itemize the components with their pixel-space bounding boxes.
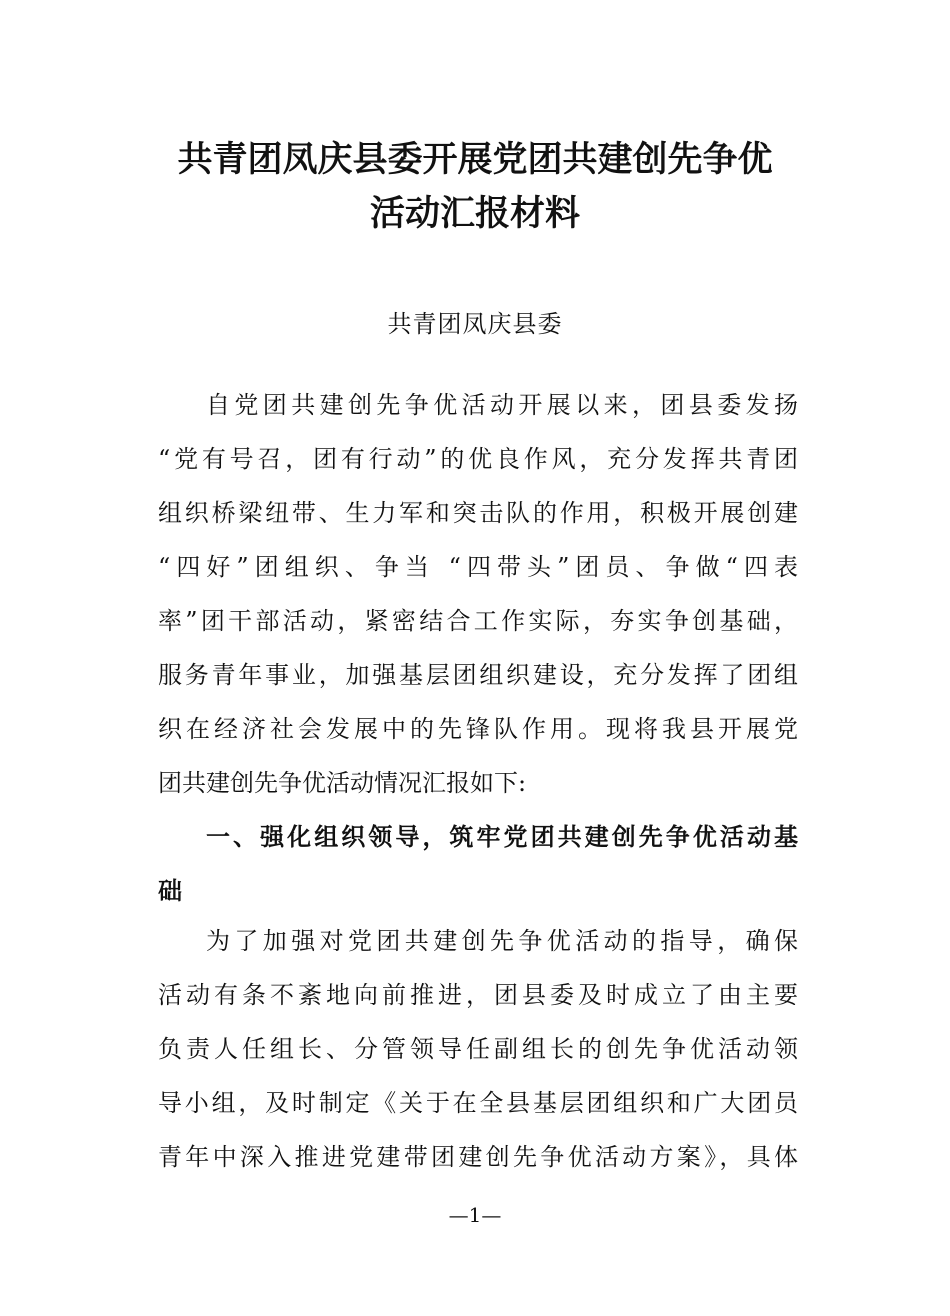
- section-heading-1: [158, 810, 798, 918]
- document-author: 共青团凤庆县委: [387, 310, 563, 338]
- text-line: “党有号召，团有行动”的优良作风，充分发挥共青团: [158, 445, 798, 473]
- text-line: 组织桥梁纽带、生力军和突击队的作用，积极开展创建: [158, 499, 798, 527]
- text-line: 导小组，及时制定《关于在全县基层团组织和广大团员: [158, 1089, 798, 1117]
- heading-line: 一、强化组织领导，筑牢党团共建创先争优活动基: [206, 823, 798, 851]
- text-line: 自党团共建创先争优活动开展以来，团县委发扬: [206, 391, 798, 419]
- text-line: 为了加强对党团共建创先争优活动的指导，确保: [206, 927, 798, 955]
- document-title: [120, 133, 830, 241]
- title-line: 活动汇报材料: [369, 194, 580, 234]
- text-line: 服务青年事业，加强基层团组织建设，充分发挥了团组: [158, 661, 798, 689]
- page-number: —1—: [448, 1203, 502, 1227]
- text-line: 织在经济社会发展中的先锋队作用。现将我县开展党: [158, 715, 798, 743]
- text-line: 青年中深入推进党建带团建创先争优活动方案》，具体: [158, 1143, 798, 1171]
- text-line: “四好”团组织、争当 “四带头”团员、争做“四表: [158, 553, 798, 581]
- text-line: 活动有条不紊地向前推进，团县委及时成立了由主要: [158, 981, 798, 1009]
- heading-line: 础: [158, 877, 182, 905]
- paragraph-intro: [158, 378, 798, 810]
- text-line: 负责人任组长、分管领导任副组长的创先争优活动领: [158, 1035, 798, 1063]
- paragraph-section-1: [158, 914, 798, 1184]
- text-line: 团共建创先争优活动情况汇报如下:: [158, 769, 527, 797]
- text-line: 率”团干部活动，紧密结合工作实际，夯实争创基础，: [158, 607, 798, 635]
- title-line: 共青团凤庆县委开展党团共建创先争优: [177, 140, 773, 180]
